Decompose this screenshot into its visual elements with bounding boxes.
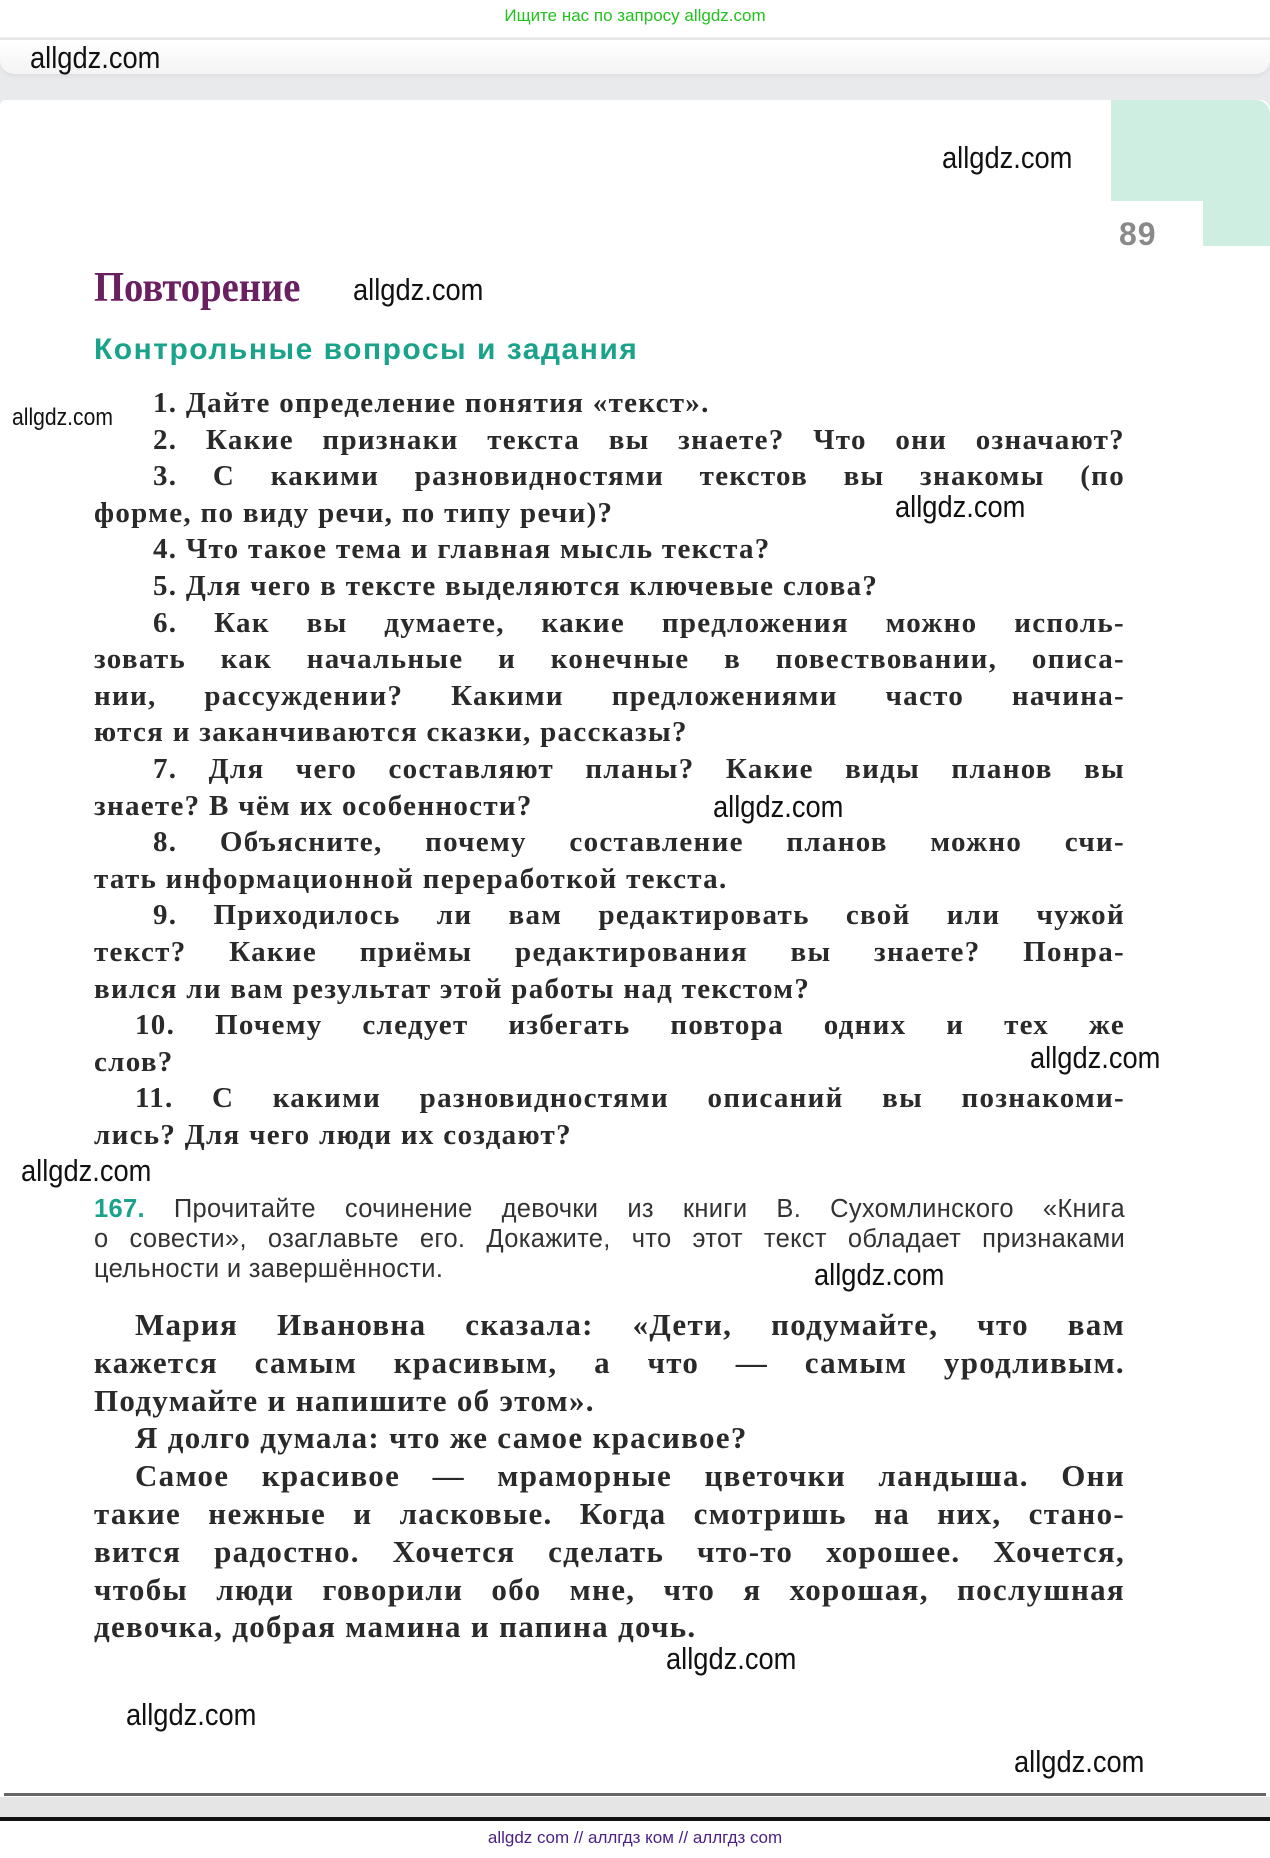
question-line: 7. Для чего составляют планы? Какие виды планов вы [153,752,1125,785]
story-line: девочка, добрая мамина и папина дочь. [94,1609,697,1645]
page-corner-tab [1111,100,1270,201]
question-line: форме, по виду речи, по типу речи)? [94,496,614,529]
watermark: allgdz.com [666,1641,797,1676]
watermark: allgdz.com [21,1153,152,1188]
task-line: о совести», озаглавьте его. Докажите, что этот текст обладает признаками [94,1225,1125,1253]
watermark: allgdz.com [895,489,1026,524]
story-line: вится радостно. Хочется сделать что-то хорошее. Хочется, [94,1533,1125,1569]
bottom-tray [0,1797,1270,1817]
question-line: 3. С какими разновидностями текстов вы знакомы (по [153,460,1125,493]
watermark: allgdz.com [814,1257,945,1292]
question-line: 4. Что такое тема и главная мысль текста? [153,533,771,566]
question-line: 6. Как вы думаете, какие предложения можно исполь- [153,606,1125,639]
question-line: нии, рассуждении? Какими предложениями часто начина- [94,679,1125,712]
watermark: allgdz.com [353,272,484,307]
question-line: 9. Приходилось ли вам редактировать свой или чужой [153,899,1125,932]
question-line: лись? Для чего люди их создают? [94,1118,572,1151]
watermark: allgdz.com [713,789,844,824]
story-line: Я долго думала: что же самое красивое? [135,1420,748,1456]
watermark: allgdz.com [1014,1744,1145,1779]
bottom-divider [4,1793,1266,1796]
page-number: 89 [1119,216,1157,252]
watermark: allgdz.com [1030,1040,1161,1075]
question-line: 8. Объясните, почему составление планов можно счи- [153,826,1125,859]
task-167 [94,1194,1125,1284]
story-line: Самое красивое — мраморные цветочки ландыша. Они [135,1458,1125,1494]
question-line: ются и заканчиваются сказки, рассказы? [94,716,688,749]
watermark: allgdz.com [30,40,161,75]
task-number: 167. [94,1195,145,1223]
task-line: Прочитайте сочинение девочки из книги В. Сухомлинского «Книга [173,1195,1125,1223]
question-line: зовать как начальные и конечные в повествовании, описа- [94,643,1125,676]
story-text [94,1306,1125,1646]
story-line: Подумайте и напишите об этом». [94,1382,595,1418]
story-line: Мария Ивановна сказала: «Дети, подумайте, что вам [135,1307,1125,1342]
section-title: Повторение [94,265,301,311]
story-line: кажется самым красивым, а что — самым уродливым. [94,1344,1125,1380]
section-subtitle: Контрольные вопросы и задания [94,333,639,366]
watermark: allgdz.com [942,140,1073,175]
question-line: 10. Почему следует избегать повтора одних и тех же [135,1009,1125,1042]
question-line: знаете? В чём их особенности? [94,789,533,822]
page-corner-tab-lower [1203,200,1270,246]
question-line: 2. Какие признаки текста вы знаете? Что они означают? [153,423,1125,456]
question-line: 11. С какими разновидностями описаний вы познакоми- [135,1082,1125,1115]
watermark: allgdz.com [12,404,113,431]
question-line: 1. Дайте определение понятия «текст». [153,387,710,419]
story-line: такие нежные и ласковые. Когда смотришь на них, стано- [94,1495,1125,1531]
footer-text[interactable]: allgdz com // аллгдз ком // аллгдз com [487,1828,783,1847]
footer [0,1821,1270,1858]
story-line: чтобы люди говорили обо мне, что я хорошая, послушная [94,1571,1125,1607]
top-banner [0,0,1270,38]
question-line: слов? [94,1045,174,1078]
question-line: тать информационной переработкой текста. [94,862,728,895]
top-tray [0,40,1270,74]
top-banner-text[interactable]: Ищите нас по запросу allgdz.com [504,6,766,25]
task-line: цельности и завершённости. [94,1255,444,1283]
question-line: текст? Какие приёмы редактирования вы знаете? Понра- [94,935,1125,968]
question-line: 5. Для чего в тексте выделяются ключевые слова? [153,569,879,602]
question-line: вился ли вам результат этой работы над текстом? [94,972,811,1005]
watermark: allgdz.com [126,1697,257,1732]
